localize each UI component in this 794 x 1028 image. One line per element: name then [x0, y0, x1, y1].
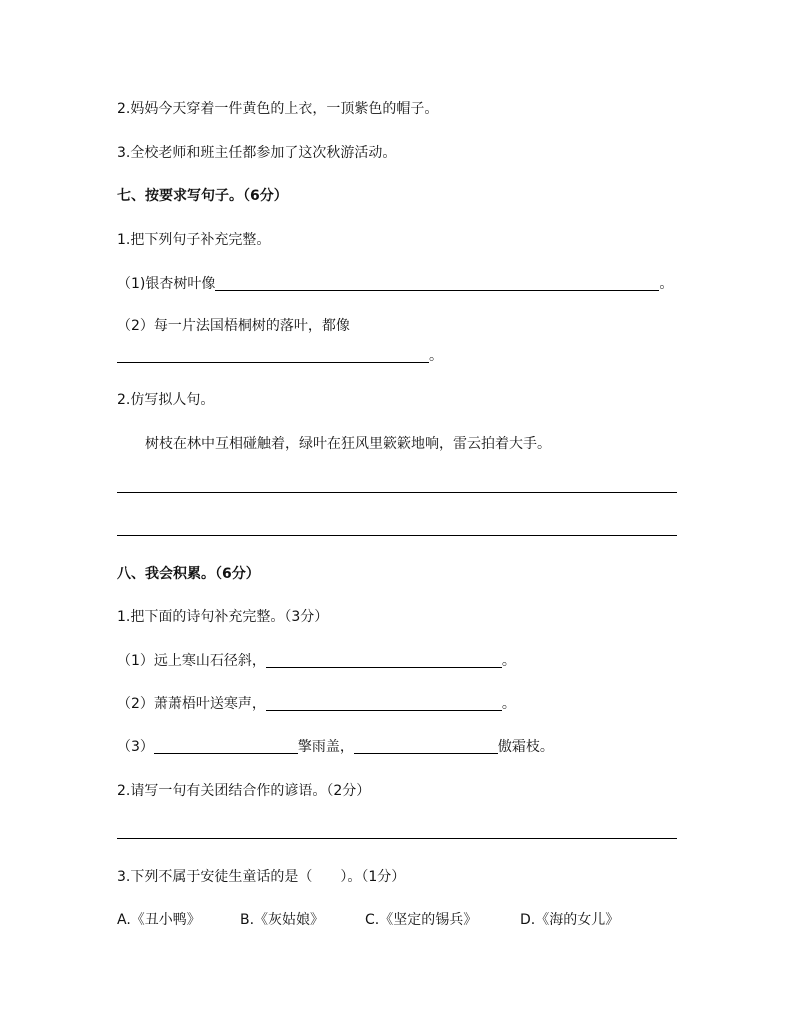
example-sentence: 树枝在林中互相碰触着，绿叶在狂风里簌簌地响，雷云拍着大手。 [145, 436, 551, 452]
punctuation: 。 [501, 653, 516, 669]
answer-blank[interactable] [117, 348, 429, 363]
prompt-text: 傲霜枝。 [497, 739, 554, 755]
punctuation: 。 [429, 348, 443, 364]
prompt-text: 擎雨盖， [297, 739, 354, 755]
question-line: 2.妈妈今天穿着一件黄色的上衣，一顶紫色的帽子。 [117, 101, 439, 117]
question-line: 2.仿写拟人句。 [117, 392, 215, 408]
fill-in-line [117, 651, 516, 671]
prompt-text: （3） [117, 739, 154, 755]
option-a[interactable]: A.《丑小鸭》 [117, 912, 201, 928]
question-line: 3.下列不属于安徒生童话的是（ ）。（1分） [117, 869, 406, 885]
question-line: 3.全校老师和班主任都参加了这次秋游活动。 [117, 145, 397, 161]
section-heading: 八、我会积累。（6分） [117, 566, 260, 582]
prompt-text: （1）远上寒山石径斜， [117, 653, 266, 669]
question-line: 1.把下面的诗句补充完整。（3分） [117, 609, 329, 625]
question-line: （2）每一片法国梧桐树的落叶，都像 [117, 318, 350, 334]
prompt-text: （1)银杏树叶像 [117, 276, 216, 292]
answer-blank[interactable] [215, 276, 659, 291]
fill-in-line [117, 346, 443, 366]
question-line: 2.请写一句有关团结合作的谚语。（2分） [117, 783, 371, 799]
punctuation: 。 [659, 276, 674, 292]
punctuation: 。 [501, 696, 516, 712]
answer-blank[interactable] [354, 739, 498, 754]
answer-line[interactable] [117, 492, 677, 493]
option-b[interactable]: B.《灰姑娘》 [240, 912, 325, 928]
section-heading: 七、按要求写句子。（6分） [117, 188, 288, 204]
option-d[interactable]: D.《海的女儿》 [520, 912, 620, 928]
fill-in-line [117, 274, 673, 294]
answer-blank[interactable] [266, 696, 502, 711]
fill-in-line [117, 694, 516, 714]
question-line: 1.把下列句子补充完整。 [117, 232, 271, 248]
answer-blank[interactable] [266, 653, 502, 668]
answer-line[interactable] [117, 535, 677, 536]
answer-line[interactable] [117, 838, 677, 839]
fill-in-line [117, 737, 554, 757]
answer-blank[interactable] [154, 739, 298, 754]
prompt-text: （2）萧萧梧叶送寒声， [117, 696, 266, 712]
option-c[interactable]: C.《坚定的锡兵》 [365, 912, 478, 928]
